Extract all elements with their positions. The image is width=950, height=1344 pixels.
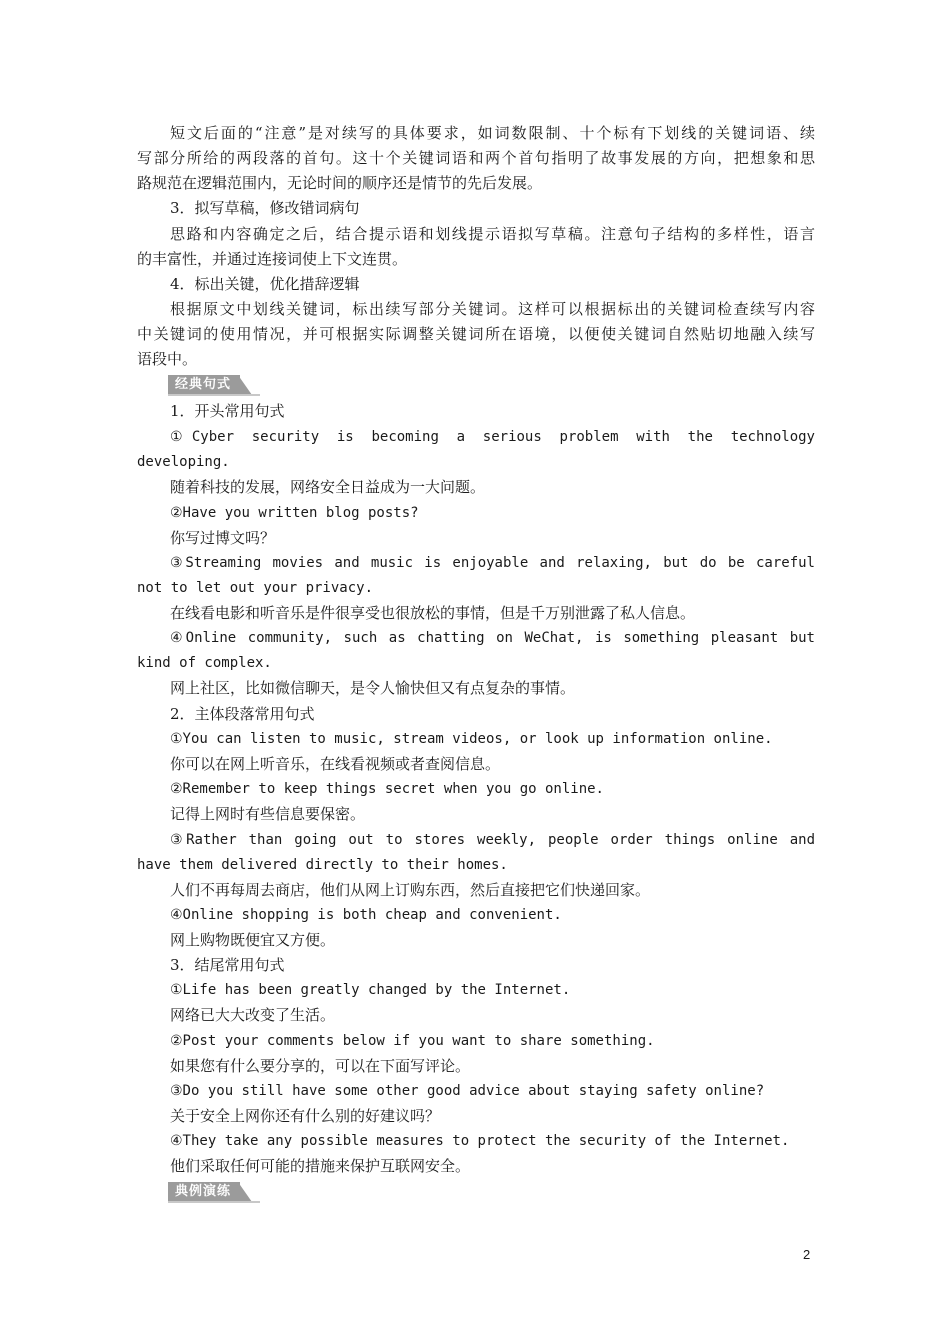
chinese-translation: 网上购物既便宜又方便。	[170, 931, 336, 949]
english-sentence: kind of complex.	[137, 655, 272, 671]
chinese-translation: 网络已大大改变了生活。	[170, 1006, 336, 1024]
chinese-translation: 他们采取任何可能的措施来保护互联网安全。	[170, 1157, 471, 1175]
english-sentence: ③Rather than going out to stores weekly, people order things online and	[170, 832, 815, 848]
chinese-translation: 人们不再每周去商店，他们从网上订购东西，然后直接把它们快递回家。	[170, 881, 651, 899]
step-heading: 4．标出关键，优化措辞逻辑	[170, 275, 360, 293]
english-sentence: ③Do you still have some other good advice about staying safety online?	[170, 1083, 765, 1099]
chinese-translation: 你可以在网上听音乐，在线看视频或者查阅信息。	[170, 755, 501, 773]
badge-underline	[168, 394, 260, 396]
section-badge-classic	[168, 375, 260, 395]
badge-tail	[238, 375, 252, 395]
paragraph-line: 思路和内容确定之后，结合提示语和划线提示语拟写草稿。注意句子结构的多样性，语言	[170, 225, 815, 243]
english-sentence: ④They take any possible measures to protect the security of the Internet.	[170, 1133, 790, 1149]
english-sentence: ④Online shopping is both cheap and convenient.	[170, 907, 562, 923]
subsection-title: 3．结尾常用句式	[170, 956, 285, 974]
paragraph-line: 根据原文中划线关键词，标出续写部分关键词。这样可以根据标出的关键词检查续写内容	[170, 300, 815, 318]
chinese-translation: 如果您有什么要分享的，可以在下面写评论。	[170, 1057, 471, 1075]
english-sentence: ②Post your comments below if you want to share something.	[170, 1033, 655, 1049]
section-badge-practice	[168, 1182, 260, 1202]
english-sentence: ④Online community, such as chatting on WeChat, is something pleasant but	[170, 630, 815, 646]
english-sentence: not to let out your privacy.	[137, 580, 374, 596]
english-sentence: ②Have you written blog posts?	[170, 505, 419, 521]
chinese-translation: 网上社区，比如微信聊天，是令人愉快但又有点复杂的事情。	[170, 679, 576, 697]
paragraph-line: 短文后面的“注意”是对续写的具体要求，如词数限制、十个标有下划线的关键词语、续	[170, 124, 815, 142]
chinese-translation: 关于安全上网你还有什么别的好建议吗？	[170, 1107, 441, 1125]
english-sentence: ①Life has been greatly changed by the Internet.	[170, 982, 571, 998]
paragraph-line: 路规范在逻辑范围内，无论时间的顺序还是情节的先后发展。	[137, 174, 543, 192]
badge-underline	[168, 1201, 260, 1203]
english-sentence: developing.	[137, 454, 230, 470]
chinese-translation: 随着科技的发展，网络安全日益成为一大问题。	[170, 478, 486, 496]
english-sentence: ①Cyber security is becoming a serious problem with the technology	[170, 429, 815, 445]
badge-label: 典例演练	[175, 1184, 232, 1199]
english-sentence: ②Remember to keep things secret when you go online.	[170, 781, 604, 797]
page-number: 2	[803, 1247, 811, 1262]
english-sentence: ①You can listen to music, stream videos, or look up information online.	[170, 731, 773, 747]
chinese-translation: 在线看电影和听音乐是件很享受也很放松的事情，但是千万别泄露了私人信息。	[170, 604, 696, 622]
subsection-title: 1．开头常用句式	[170, 402, 285, 420]
chinese-translation: 你写过博文吗？	[170, 529, 276, 547]
chinese-translation: 记得上网时有些信息要保密。	[170, 805, 366, 823]
english-sentence: have them delivered directly to their homes.	[137, 857, 508, 873]
english-sentence: ③Streaming movies and music is enjoyable and relaxing, but do be careful	[170, 555, 815, 571]
step-heading: 3．拟写草稿，修改错词病句	[170, 199, 360, 217]
badge-tail	[238, 1182, 252, 1202]
paragraph-line: 的丰富性，并通过连接词使上下文连贯。	[137, 250, 408, 268]
paragraph-line: 语段中。	[137, 350, 198, 368]
paragraph-line: 中关键词的使用情况，并可根据实际调整关键词所在语境，以便使关键词自然贴切地融入续写	[137, 325, 815, 343]
badge-label: 经典句式	[175, 377, 232, 392]
paragraph-line: 写部分所给的两段落的首句。这十个关键词语和两个首句指明了故事发展的方向，把想象和思	[137, 149, 815, 167]
subsection-title: 2．主体段落常用句式	[170, 705, 315, 723]
